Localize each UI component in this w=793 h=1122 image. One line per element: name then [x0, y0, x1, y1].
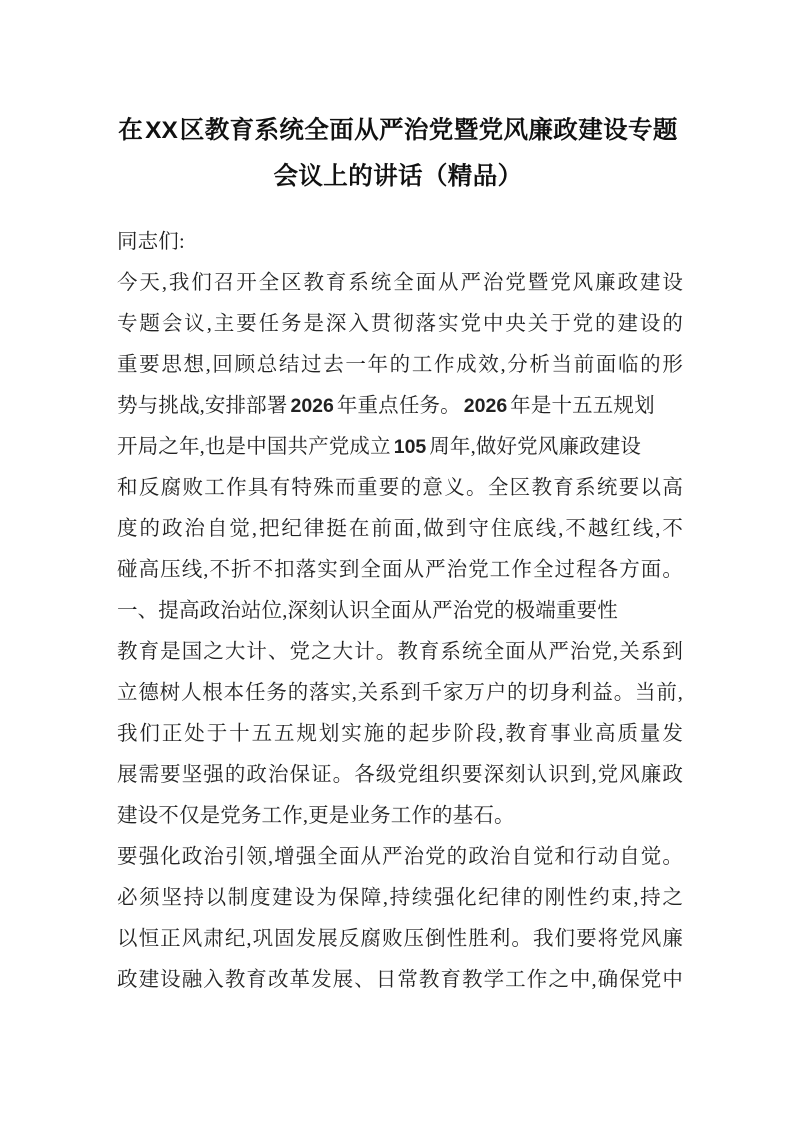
body-line: 重要思想,回顾总结过去一年的工作成效,分析当前面临的形	[117, 354, 683, 376]
body-line	[117, 386, 683, 427]
body-line: 必须坚持以制度建设为保障,持续强化纪律的刚性约束,持之	[117, 887, 683, 909]
inline-text: 周年,做好党风廉政建设	[429, 436, 642, 458]
body-line: 展需要坚强的政治保证。各级党组织要深刻认识到,党风廉政	[117, 764, 683, 786]
inline-text: 年是十五五规划	[510, 395, 655, 417]
title-line-2: 会议上的讲话（精品）	[273, 163, 523, 191]
body-line	[117, 427, 683, 468]
document-title	[112, 108, 684, 200]
body-line: 教育是国之大计、党之大计。教育系统全面从严治党,关系到	[117, 641, 683, 663]
body-line: 我们正处于十五五规划实施的起步阶段,教育事业高质量发	[117, 723, 683, 745]
body-line: 立德树人根本任务的落实,关系到千家万户的切身利益。当前,	[117, 682, 683, 704]
inline-number: 2026	[463, 395, 508, 417]
body-line: 专题会议,主要任务是深入贯彻落实党中央关于党的建设的	[117, 313, 683, 335]
body-line: 要强化政治引领,增强全面从严治党的政治自觉和行动自觉。	[117, 846, 683, 868]
body-line: 和反腐败工作具有特殊而重要的意义。全区教育系统要以高	[117, 477, 683, 499]
inline-number: 2026	[290, 395, 334, 417]
body-lines-container	[117, 263, 683, 1001]
body-line: 以恒正风肃纪,巩固发展反腐败压倒性胜利。我们要将党风廉	[117, 928, 683, 950]
body-line: 建设不仅是党务工作,更是业务工作的基石。	[117, 805, 515, 827]
body-line: 今天,我们召开全区教育系统全面从严治党暨党风廉政建设	[117, 272, 683, 294]
inline-text: 势与挑战,安排部署	[117, 395, 288, 417]
inline-number: 105	[393, 436, 427, 458]
inline-text: 年重点任务。	[336, 395, 461, 417]
body-line: 政建设融入教育改革发展、日常教育教学工作之中,确保党中	[117, 969, 683, 991]
title-placeholder-xx: XX	[145, 117, 178, 145]
inline-text: 开局之年,也是中国共产党成立	[117, 436, 391, 458]
salutation: 同志们:	[117, 231, 185, 253]
title-line-1-prefix: 在	[118, 117, 144, 145]
document-body	[117, 222, 683, 1001]
body-line: 度的政治自觉,把纪律挺在前面,做到守住底线,不越红线,不	[117, 518, 683, 540]
title-line-1	[112, 108, 684, 154]
title-line-1-suffix: 区教育系统全面从严治党暨党风廉政建设专题	[179, 117, 678, 145]
body-line: 碰高压线,不折不扣落实到全面从严治党工作全过程各方面。	[117, 559, 683, 581]
body-line: 一、提高政治站位,深刻认识全面从严治党的极端重要性	[117, 600, 618, 622]
